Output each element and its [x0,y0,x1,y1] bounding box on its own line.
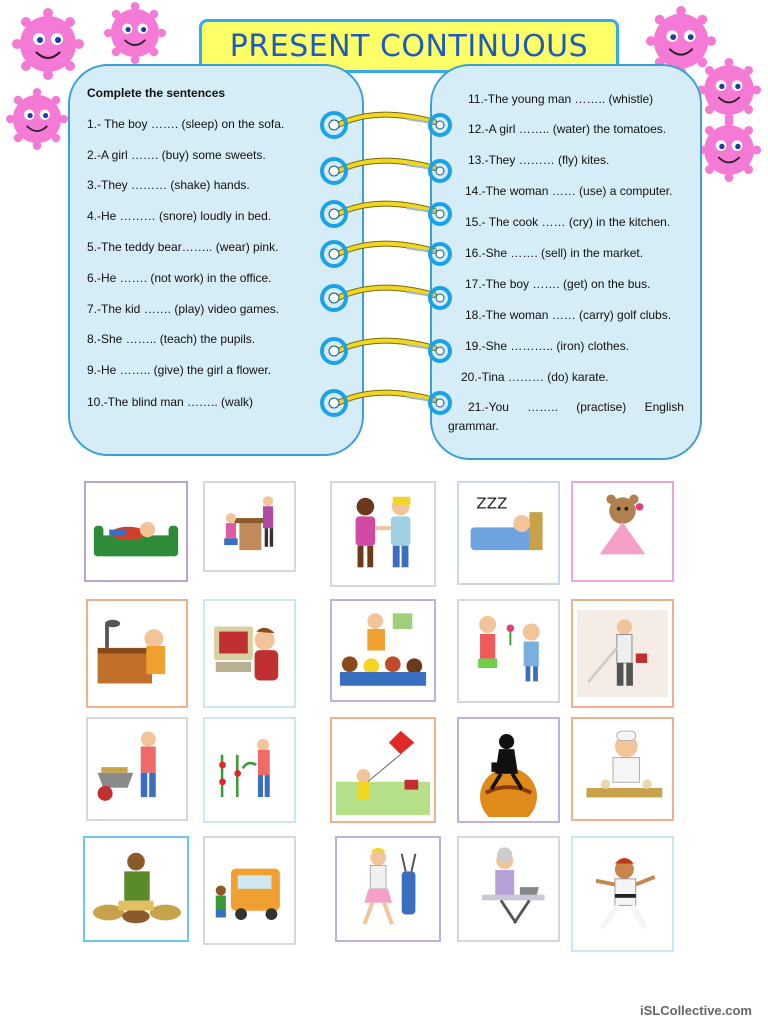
children-flying-kite-icon [336,723,430,817]
sentence-21-line2: grammar. [448,419,499,433]
smiley-face-icon [12,8,84,80]
boy-sleeping-on-sofa-icon [90,487,182,576]
picture-card-woman-using-computer [457,717,560,823]
kid-playing-video-games-icon [209,605,290,702]
woman-selling-at-market-icon [89,842,183,936]
sentence-10: 10.-The blind man …….. (walk) [87,395,254,409]
sentence-21-word: English [644,400,684,414]
footer-watermark: iSLCollective.com [640,1003,752,1018]
svg-text:ZZZ: ZZZ [476,494,508,513]
woman-ironing-clothes-icon [463,842,554,936]
spiral-ring-icon [316,154,456,193]
sentence-17: 17.-The boy ……. (get) on the bus. [465,277,651,291]
picture-card-boy-giving-girl-flower [457,599,560,703]
smiley-face-icon [104,2,166,64]
blind-man-walking-icon [577,605,668,702]
sentence-16: 16.-She ……. (sell) in the market. [465,246,644,260]
picture-card-man-snoring-in-bed [457,481,560,585]
spiral-ring-icon [316,108,456,147]
sentence-20: 20.-Tina ……… (do) karate. [461,370,609,384]
girl-watering-tomatoes-icon [209,723,290,817]
teddy-bear-in-pink-icon [577,487,668,576]
children-shaking-hands-icon [336,487,430,581]
picture-card-kid-playing-video-games [203,599,296,708]
picture-card-boy-getting-on-bus [203,836,296,945]
picture-card-man-sleeping-at-desk [86,599,188,708]
instructions-heading: Complete the sentences [87,86,226,100]
picture-card-children-flying-kite [330,717,436,823]
woman-carrying-golf-clubs-icon [341,842,435,936]
picture-card-girl-doing-karate [571,836,674,952]
picture-card-teacher-with-pupils [330,599,436,702]
sentence-15: 15.- The cook …… (cry) in the kitchen. [465,215,671,229]
picture-card-girl-watering-tomatoes [203,717,296,823]
picture-card-blind-man-walking [571,599,674,708]
spiral-ring-icon [316,386,456,425]
spiral-ring-icon [316,334,456,373]
boy-getting-on-bus-icon [209,842,290,939]
spiral-ring-icon [316,281,456,320]
sentence-3: 3.-They ……… (shake) hands. [87,178,250,192]
picture-card-girl-buying-sweets [203,481,296,572]
smiley-face-icon [697,118,761,182]
spiral-ring-icon [316,197,456,236]
girl-doing-karate-icon [577,842,668,946]
sentence-9: 9.-He …….. (give) the girl a flower. [87,363,272,377]
picture-card-man-with-wheelbarrow [86,717,188,821]
man-snoring-in-bed-icon [463,487,554,579]
sentence-6: 6.-He ……. (not work) in the office. [87,271,272,285]
sentence-4: 4.-He ……… (snore) loudly in bed. [87,209,272,223]
woman-using-computer-icon [463,723,554,817]
smiley-face-icon [6,88,68,150]
man-sleeping-at-desk-icon [92,605,182,702]
sentence-5: 5.-The teddy bear…….. (wear) pink. [87,240,279,254]
picture-card-children-shaking-hands [330,481,436,587]
smiley-face-icon [697,58,761,122]
sentence-1: 1.- The boy ……. (sleep) on the sofa. [87,117,285,131]
spiral-ring-icon [316,237,456,276]
teacher-with-pupils-icon [336,605,430,696]
sentence-21-verb: (practise) [576,400,627,414]
picture-card-woman-ironing-clothes [457,836,560,942]
man-with-wheelbarrow-icon [92,723,182,815]
sentence-14: 14.-The woman …… (use) a computer. [465,184,673,198]
sentence-8: 8.-She …….. (teach) the pupils. [87,332,256,346]
picture-card-woman-selling-at-market [83,836,189,942]
sentence-12: 12.-A girl …….. (water) the tomatoes. [468,122,667,136]
cook-cutting-onions-icon [577,723,668,815]
picture-card-teddy-bear-in-pink [571,481,674,582]
sentence-21-number: 21.-You [468,400,509,414]
girl-buying-sweets-icon [209,487,290,566]
boy-giving-girl-flower-icon [463,605,554,697]
sentence-11: 11.-The young man …….. (whistle) [468,92,654,106]
picture-card-cook-cutting-onions [571,717,674,821]
picture-card-woman-carrying-golf-clubs [335,836,441,942]
sentence-19: 19.-She ……….. (iron) clothes. [465,339,630,353]
sentence-21 [448,398,684,436]
page-title: PRESENT CONTINUOUS [229,28,589,64]
sentence-13: 13.-They ……… (fly) kites. [468,153,610,167]
picture-card-boy-sleeping-on-sofa [84,481,188,582]
sentence-7: 7.-The kid ……. (play) video games. [87,302,280,316]
sentence-21-blank: …….. [527,400,558,414]
sentence-2: 2.-A girl ……. (buy) some sweets. [87,148,266,162]
sentence-18: 18.-The woman …… (carry) golf clubs. [465,308,672,322]
